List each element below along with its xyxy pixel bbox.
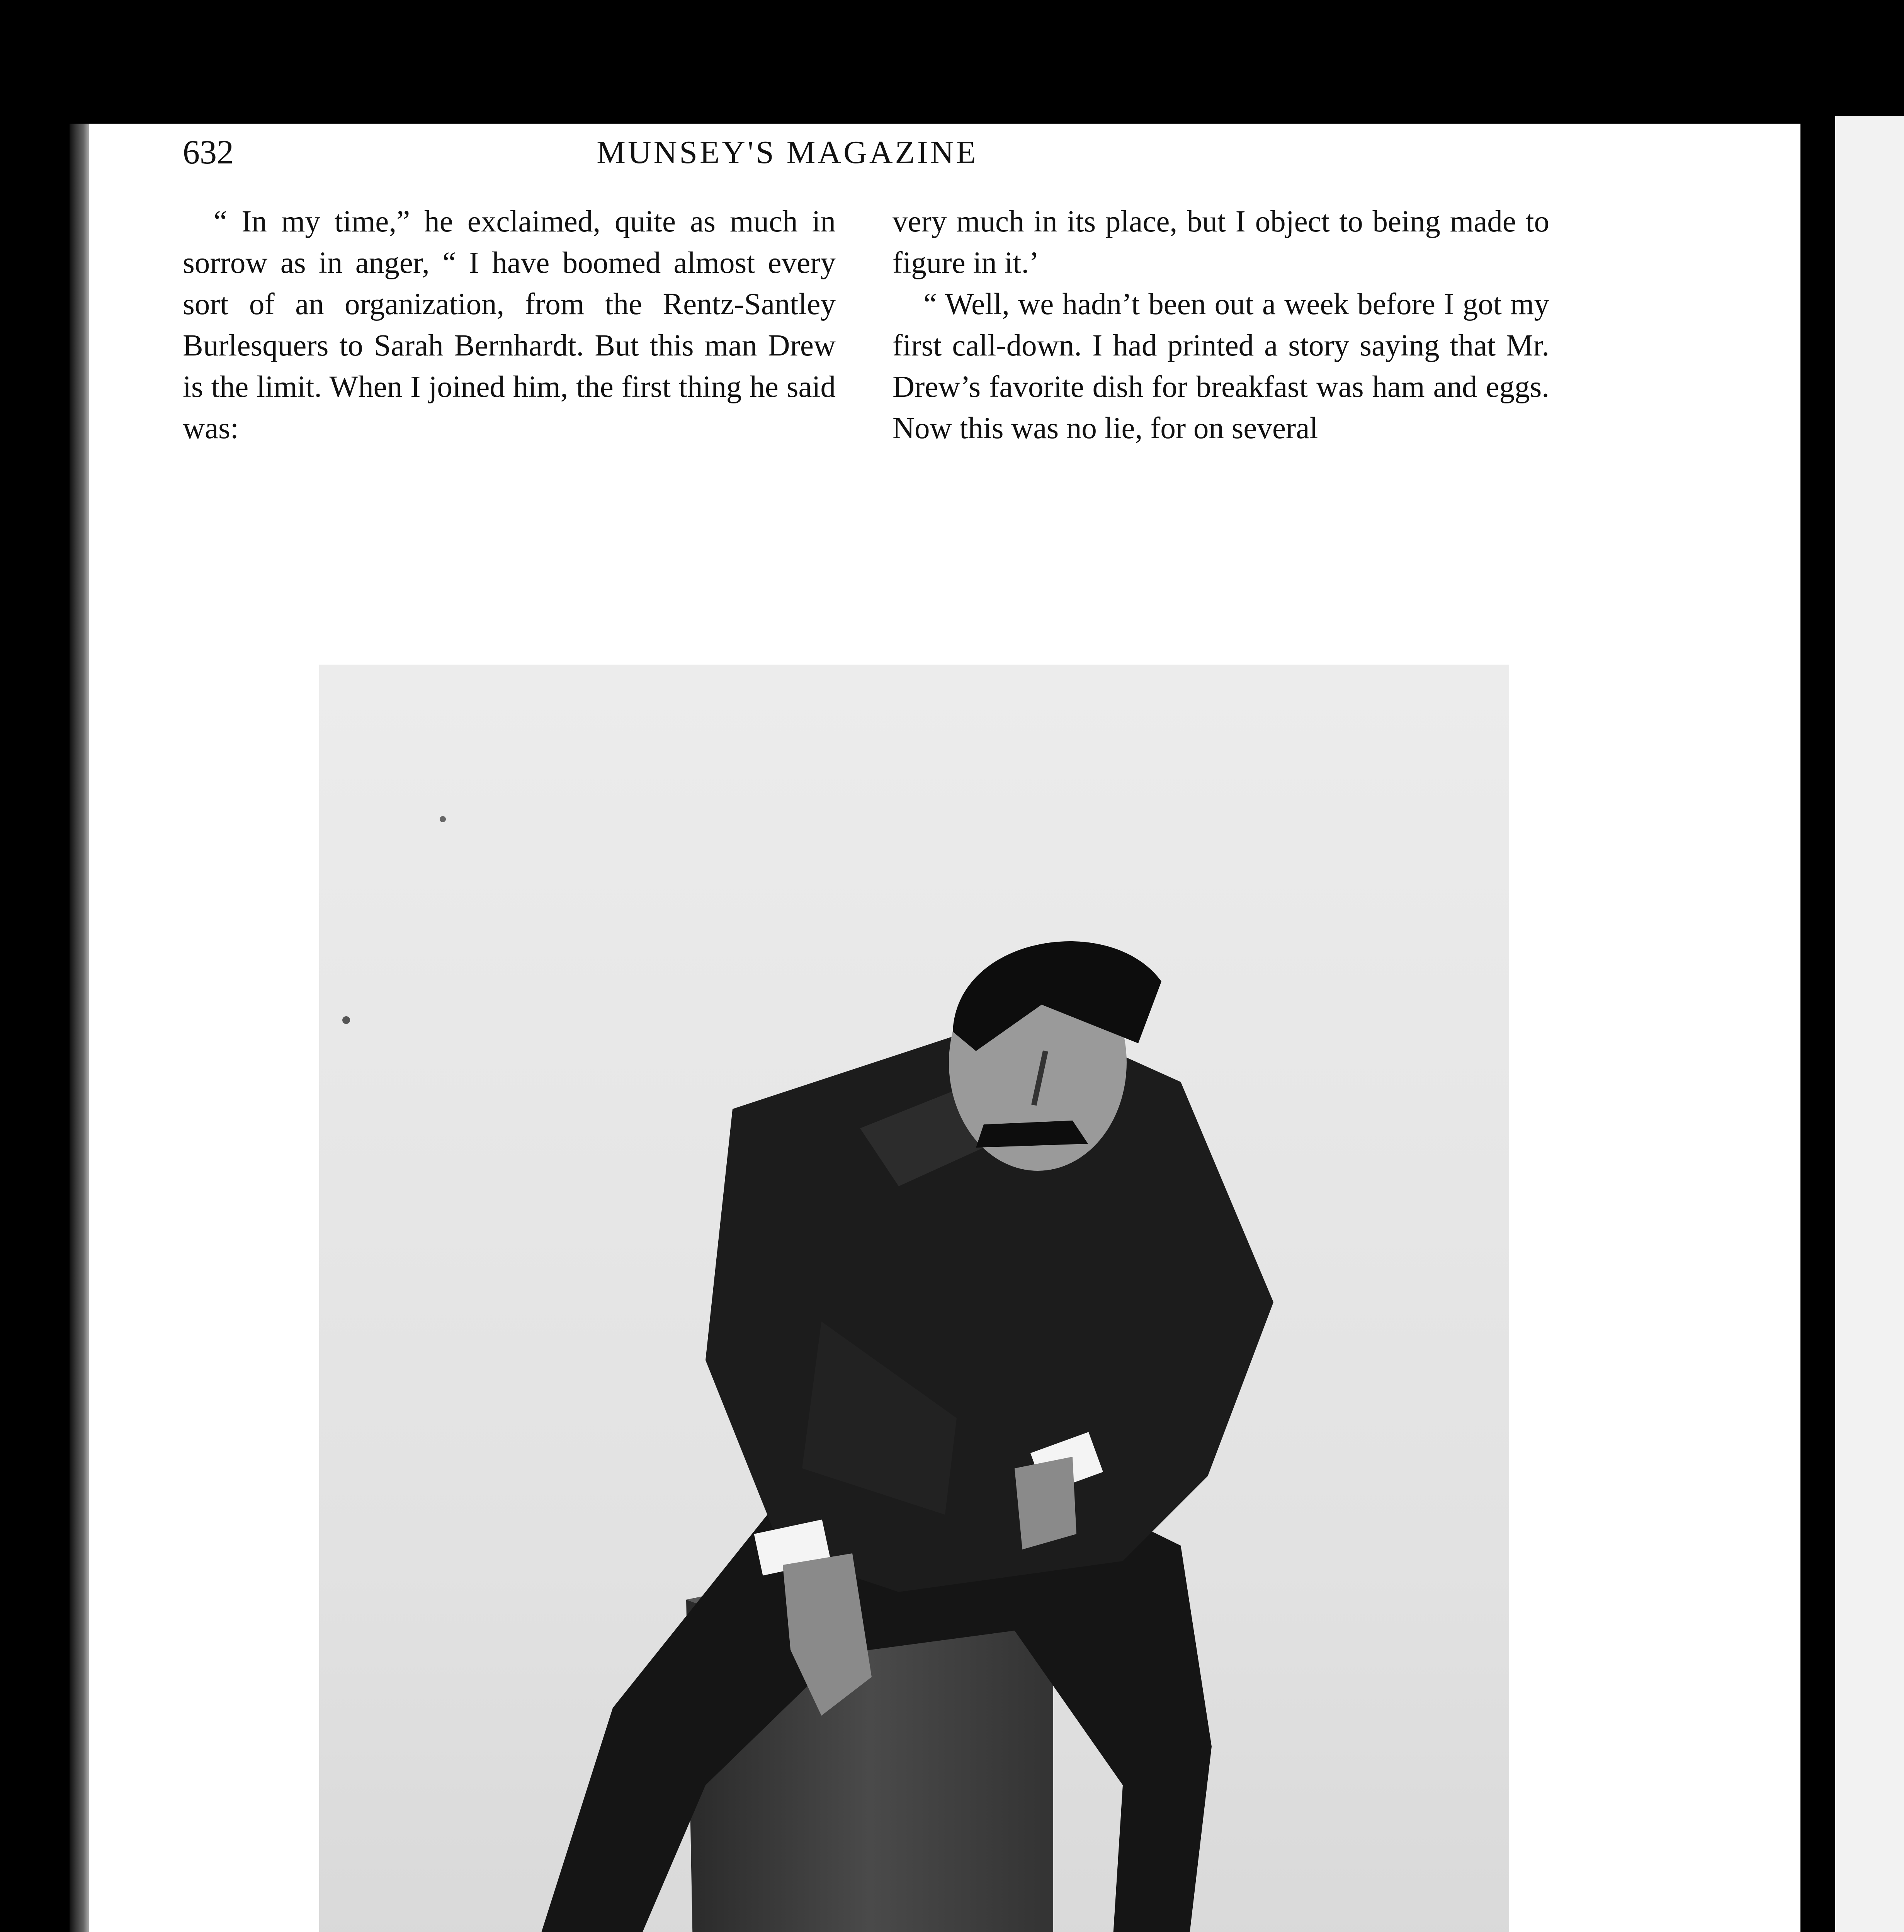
page-header: [183, 131, 1392, 174]
photograph-john-drew: [319, 665, 1509, 1932]
paragraph: “ Well, we hadn’t been out a week before I got my first call-down. I had printed a story saying that Mr. Drew’s favorite dish for breakfast was ham and eggs. Now this was no lie, for on several: [892, 287, 1549, 445]
paragraph: “ In my time,” he exclaimed, quite as much in sorrow as in anger, “ I have boomed almost every sort of an organization, from the Rentz-Santley Burlesquers to Sarah Bernhardt. But this man Drew is the limit. When I joined him, the first thing he said was:: [183, 205, 836, 445]
adjacent-page-edge: [1828, 116, 1904, 1932]
running-title: MUNSEY'S MAGAZINE: [597, 134, 978, 170]
photograph-illustration: [319, 665, 1509, 1932]
page-number: 632: [183, 134, 234, 171]
paragraph: very much in its place, but I object to being made to figure in it.’: [892, 205, 1549, 280]
gutter-shadow: [1800, 116, 1835, 1932]
top-right-column: [892, 201, 1549, 449]
top-left-column: [183, 201, 836, 449]
